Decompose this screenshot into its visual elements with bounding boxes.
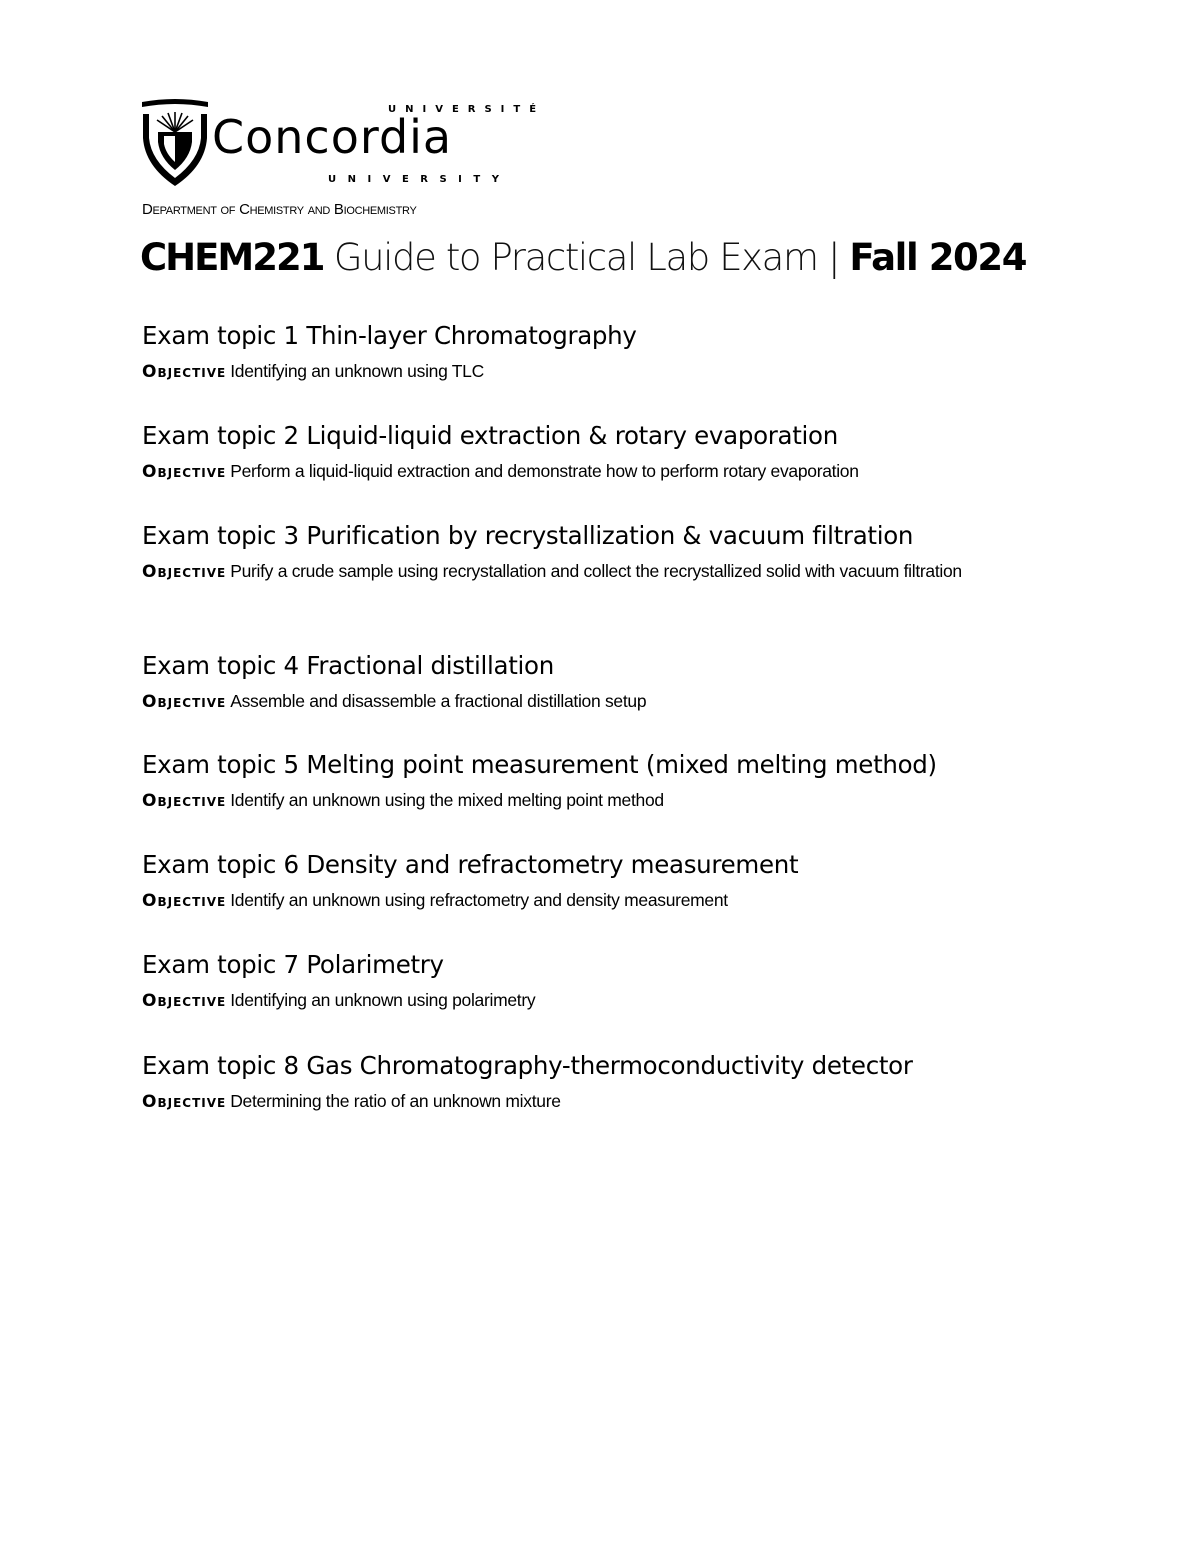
exam-topic-1 [142, 321, 1042, 387]
logo-wordmark: Concordia [212, 110, 453, 164]
logo-university-fr: UNIVERSITÉ [388, 104, 546, 115]
topic-heading: Exam topic 2 Liquid-liquid extraction & rotary evaporation [142, 421, 838, 450]
objective-text: Perform a liquid-liquid extraction and demonstrate how to perform rotary evaporation [230, 461, 859, 481]
exam-topic-6 [142, 850, 1042, 916]
exam-topic-7 [142, 950, 1042, 1016]
objective-label: Objective [142, 692, 227, 712]
objective-label: Objective [142, 562, 227, 582]
topic-heading: Exam topic 5 Melting point measurement (mixed melting method) [142, 750, 937, 779]
objective-label: Objective [142, 991, 227, 1011]
objective-text: Identifying an unknown using polarimetry [230, 990, 536, 1010]
topic-objective [142, 1087, 1042, 1117]
topic-objective [142, 687, 1042, 717]
title-text: Guide to Practical Lab Exam | [323, 236, 850, 279]
topic-objective [142, 986, 1042, 1016]
topic-heading: Exam topic 7 Polarimetry [142, 950, 444, 979]
exam-topic-3 [142, 521, 1042, 587]
topic-objective [142, 886, 1042, 916]
topic-heading: Exam topic 3 Purification by recrystallization & vacuum filtration [142, 521, 914, 550]
objective-text: Assemble and disassemble a fractional distillation setup [230, 691, 647, 711]
shield-emblem-icon [140, 98, 210, 190]
topic-objective [142, 557, 1042, 587]
topic-heading: Exam topic 8 Gas Chromatography-thermoconductivity detector [142, 1051, 913, 1080]
exam-topic-8 [142, 1051, 1042, 1117]
page-title [140, 236, 1026, 280]
objective-label: Objective [142, 791, 227, 811]
objective-text: Identifying an unknown using TLC [230, 361, 484, 381]
topic-objective [142, 457, 1042, 487]
topic-heading: Exam topic 1 Thin-layer Chromatography [142, 321, 637, 350]
logo-university-en: UNIVERSITY [328, 174, 511, 185]
concordia-logo [140, 98, 546, 190]
topic-heading: Exam topic 6 Density and refractometry measurement [142, 850, 799, 879]
topic-objective [142, 786, 1042, 816]
objective-text: Identify an unknown using the mixed melting point method [230, 790, 664, 810]
objective-label: Objective [142, 891, 227, 911]
objective-text: Purify a crude sample using recrystallation and collect the recrystallized solid with vacuum filtration [230, 561, 962, 581]
term-label: Fall 2024 [849, 236, 1027, 279]
exam-topic-2 [142, 421, 1042, 487]
course-code: CHEM221 [140, 236, 324, 279]
exam-topic-4 [142, 651, 1042, 717]
objective-label: Objective [142, 362, 227, 382]
topic-heading: Exam topic 4 Fractional distillation [142, 651, 554, 680]
topic-objective [142, 357, 1042, 387]
objective-text: Identify an unknown using refractometry and density measurement [230, 890, 728, 910]
objective-label: Objective [142, 1092, 227, 1112]
exam-topic-5 [142, 750, 1042, 816]
objective-label: Objective [142, 462, 227, 482]
department-name: Department of Chemistry and Biochemistry [142, 201, 417, 218]
objective-text: Determining the ratio of an unknown mixture [230, 1091, 561, 1111]
